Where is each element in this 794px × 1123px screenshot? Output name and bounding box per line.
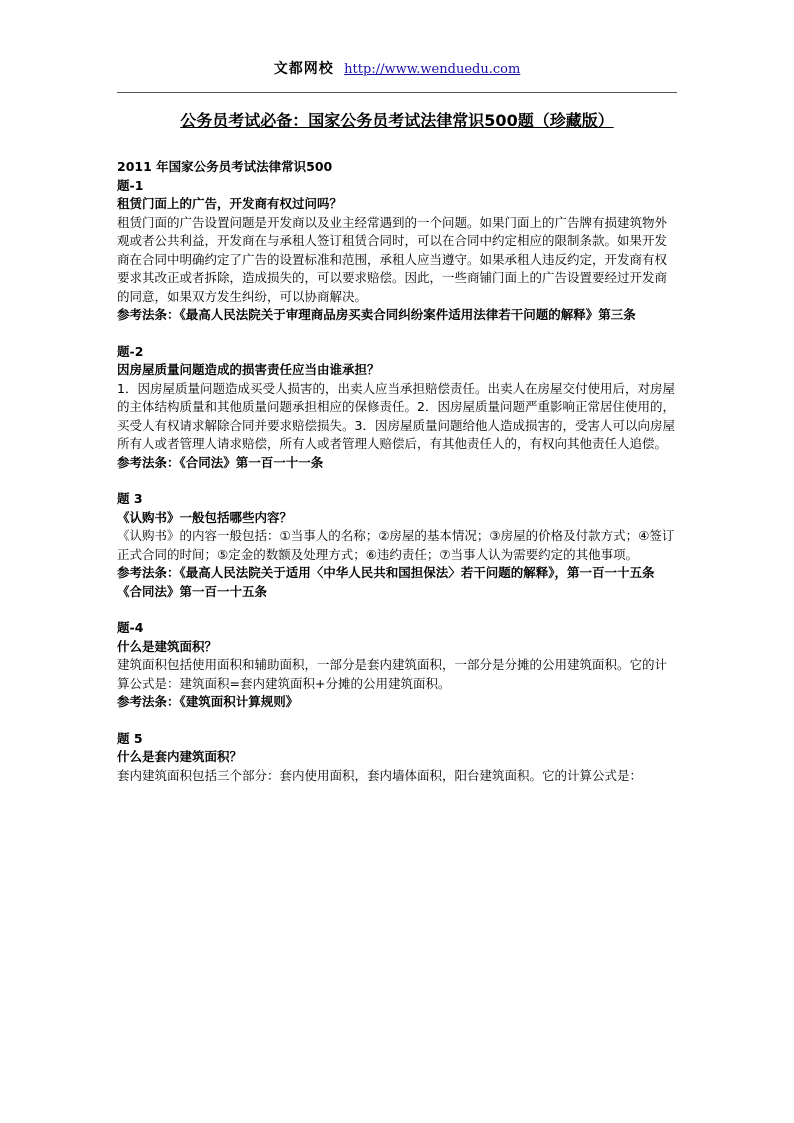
- document-intro: 2011 年国家公务员考试法律常识500: [117, 159, 333, 174]
- question-answer: 《认购书》的内容一般包括：①当事人的名称；②房屋的基本情况；③房屋的价格及付款方式；④签订正式合同的时间；⑤定金的数额及处理方式；⑥违约责任；⑦当事人认为需要约定的其他事项。: [117, 528, 675, 562]
- question-title: 什么是套内建筑面积？: [117, 749, 243, 764]
- question-label: 题-1: [117, 177, 144, 193]
- question-reference: 参考法条：《最高人民法院关于审理商品房买卖合同纠纷案件适用法律若干问题的解释》第三条: [117, 307, 636, 322]
- question-2: [117, 343, 677, 473]
- question-answer: 1．因房屋质量问题造成买受人损害的，出卖人应当承担赔偿责任。出卖人在房屋交付使用后，对房屋的主体结构质量和其他质量问题承担相应的保修责任。2．因房屋质量问题严重影响正常居住使用的，买受人有权请求解除合同并要求赔偿损失。3．因房屋质量问题给他人造成损害的，受害人可以向房屋所有人或者管理人请求赔偿，所有人或者管理人赔偿后，有其他责任人的，有权向其他责任人追偿。: [117, 380, 675, 451]
- question-1: [117, 177, 677, 325]
- question-label: 题 3: [117, 491, 143, 506]
- question-answer: 租赁门面的广告设置问题是开发商以及业主经常遇到的一个问题。如果门面上的广告牌有损建筑物外观或者公共利益，开发商在与承租人签订租赁合同时，可以在合同中约定相应的限制条款。如果开发商在合同中明确约定了广告的设置标准和范围，承租人应当遵守。如果承租人违反约定，开发商有权要求其改正或者拆除，造成损失的，可以要求赔偿。因此，一些商铺门面上的广告设置要经过开发商的同意，如果双方发生纠纷，可以协商解决。: [117, 214, 668, 304]
- question-reference: 参考法条：《合同法》第一百一十一条: [117, 454, 324, 470]
- question-label: 题 5: [117, 730, 143, 746]
- question-4: [117, 619, 677, 712]
- question-label: 题-2: [117, 343, 144, 359]
- site-name: 文都网校: [273, 61, 334, 77]
- question-label: 题-4: [117, 620, 144, 635]
- question-answer: 建筑面积包括使用面积和辅助面积，一部分是套内建筑面积，一部分是分摊的公用建筑面积。它的计算公式是：建筑面积=套内建筑面积+分摊的公用建筑面积。: [117, 657, 668, 691]
- question-title: 《认购书》一般包括哪些内容？: [117, 509, 293, 525]
- question-title: 因房屋质量问题造成的损害责任应当由谁承担？: [117, 362, 380, 377]
- question-title: 什么是建筑面积？: [117, 638, 218, 654]
- page-header: [0, 58, 794, 78]
- question-reference: 参考法条：《建筑面积计算规则》: [117, 694, 299, 709]
- document-body: [117, 158, 677, 803]
- document-title: 公务员考试必备：国家公务员考试法律常识500题（珍藏版）: [180, 111, 614, 130]
- question-answer: 套内建筑面积包括三个部分：套内使用面积，套内墙体面积，阳台建筑面积。它的计算公式是：: [117, 767, 643, 783]
- header-divider: [117, 92, 677, 93]
- question-reference: 参考法条：《最高人民法院关于适用〈中华人民共和国担保法〉若干问题的解释》，第一百一十五条《合同法》第一百一十五条: [117, 565, 655, 599]
- question-5: [117, 730, 677, 786]
- question-3: [117, 490, 677, 601]
- question-title: 租赁门面上的广告，开发商有权过问吗？: [117, 196, 343, 211]
- site-url-link[interactable]: http://www.wenduedu.com: [344, 62, 521, 77]
